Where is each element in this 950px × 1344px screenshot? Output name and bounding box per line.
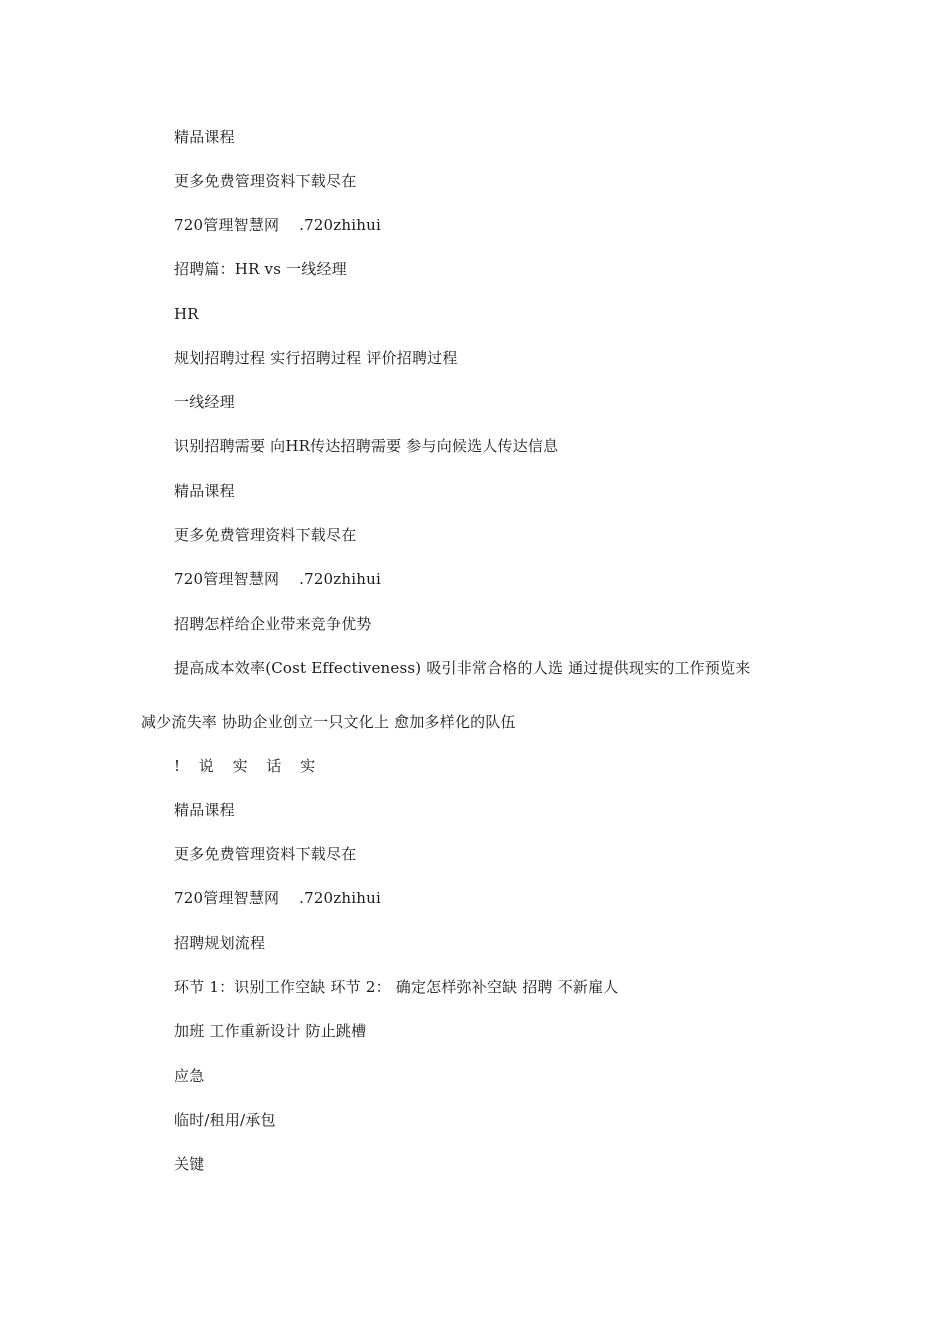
text-line-22: 应急 [174, 1067, 205, 1085]
text-line-14: 减少流失率 协助企业创立一只文化上 愈加多样化的队伍 [141, 713, 516, 731]
text-line-09: 精品课程 [174, 482, 235, 500]
text-line-08: 识别招聘需要 向HR传达招聘需要 参与向候选人传达信息 [174, 437, 559, 455]
text-line-02: 更多免费管理资料下载尽在 [174, 172, 357, 190]
text-line-23: 临时/租用/承包 [174, 1111, 276, 1129]
text-line-10: 更多免费管理资料下载尽在 [174, 526, 357, 544]
text-line-01: 精品课程 [174, 128, 235, 146]
text-line-20: 环节 1：识别工作空缺 环节 2： 确定怎样弥补空缺 招聘 不新雇人 [174, 978, 619, 996]
text-line-21: 加班 工作重新设计 防止跳槽 [174, 1022, 367, 1040]
text-line-12: 招聘怎样给企业带来竞争优势 [174, 615, 372, 633]
text-line-13: 提高成本效率(Cost Effectiveness) 吸引非常合格的人选 通过提供现实的工作预览来 [174, 659, 751, 677]
text-line-06: 规划招聘过程 实行招聘过程 评价招聘过程 [174, 349, 458, 367]
text-line-17: 更多免费管理资料下载尽在 [174, 845, 357, 863]
text-line-16: 精品课程 [174, 801, 235, 819]
text-line-04: 招聘篇：HR vs 一线经理 [174, 260, 347, 278]
text-line-03: 720管理智慧网 .720zhihui [174, 216, 381, 234]
text-line-24: 关键 [174, 1155, 205, 1173]
text-line-18: 720管理智慧网 .720zhihui [174, 889, 381, 907]
text-line-07: 一线经理 [174, 393, 235, 411]
text-line-19: 招聘规划流程 [174, 934, 266, 952]
text-line-05: HR [174, 305, 199, 323]
text-line-15: ! 说 实 话 实 [174, 757, 323, 775]
text-line-11: 720管理智慧网 .720zhihui [174, 570, 381, 588]
